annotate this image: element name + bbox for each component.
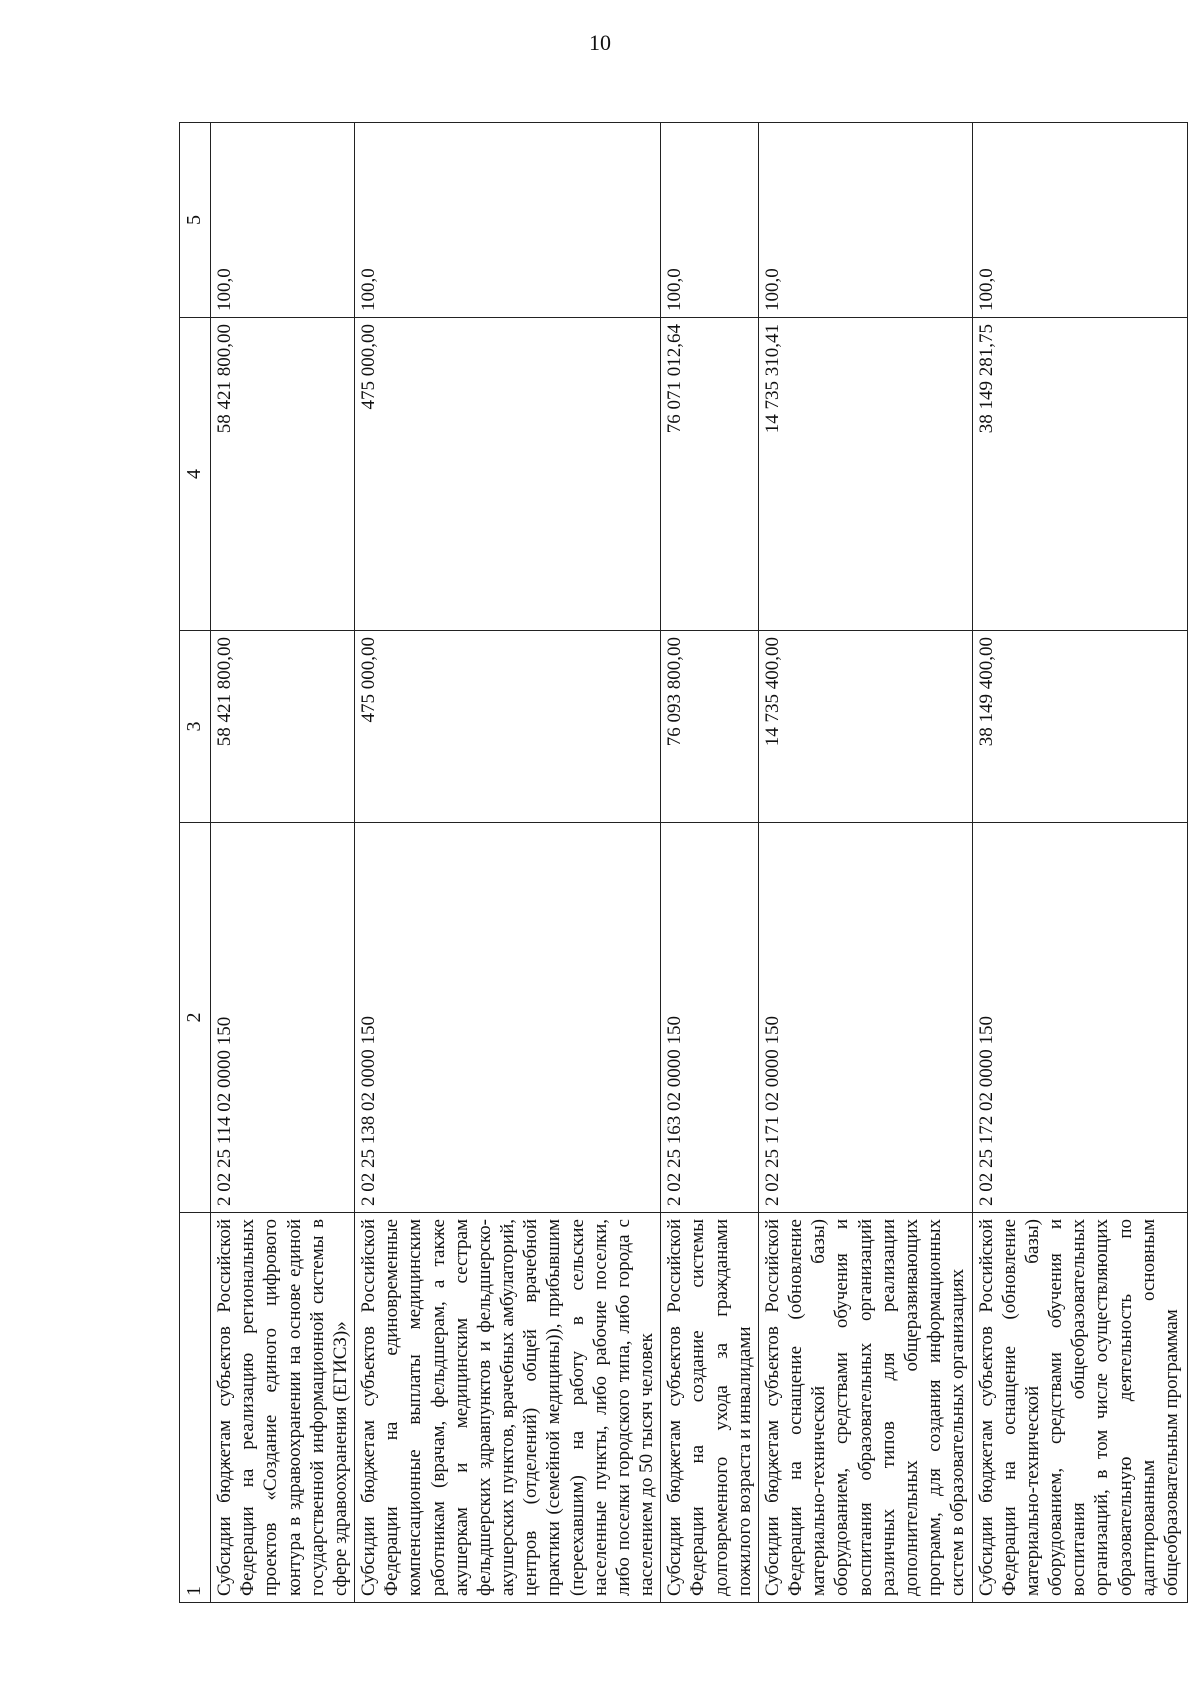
table-row [972, 123, 1187, 1603]
row-code: 2 02 25 163 02 0000 150 [661, 823, 759, 1213]
row-actual: 475 000,00 [355, 318, 661, 631]
page-number: 10 [589, 30, 611, 55]
row-name: Субсидии бюджетам субъектов Российской Федерации на оснащение (обновление материально-технической базы) оборудованием, средствами обучения и воспитания общеобразовательных организаций, в том числе осуществляющих образовательную деятельность по адаптированным основным общеобразовательным программам [972, 1213, 1187, 1603]
row-percent: 100,0 [758, 123, 972, 318]
row-code: 2 02 25 172 02 0000 150 [972, 823, 1187, 1213]
row-actual: 58 421 800,00 [211, 318, 355, 631]
row-code: 2 02 25 138 02 0000 150 [355, 823, 661, 1213]
budget-table [179, 122, 1188, 1603]
row-actual: 38 149 281,75 [972, 318, 1187, 631]
rotated-table [179, 123, 1182, 1603]
row-plan: 38 149 400,00 [972, 631, 1187, 823]
row-plan: 475 000,00 [355, 631, 661, 823]
row-plan: 14 735 400,00 [758, 631, 972, 823]
rotated-table-wrapper [179, 123, 1182, 1603]
table-row [758, 123, 972, 1603]
header-cell: 2 [180, 823, 211, 1213]
header-cell: 1 [180, 1213, 211, 1603]
row-name: Субсидии бюджетам субъектов Российской Федерации на создание системы долговременного ухода за гражданами пожилого возраста и инвалидами [661, 1213, 759, 1603]
row-name: Субсидии бюджетам субъектов Российской Федерации на оснащение (обновление материально-технической базы) оборудованием, средствами обучения и воспитания образовательных организаций различных типов для реализации дополнительных общеразвивающих программ, для создания информационных систем в образовательных организациях [758, 1213, 972, 1603]
row-percent: 100,0 [972, 123, 1187, 318]
header-row [180, 123, 211, 1603]
row-percent: 100,0 [355, 123, 661, 318]
row-plan: 76 093 800,00 [661, 631, 759, 823]
row-name: Субсидии бюджетам субъектов Российской Федерации на единовременные компенсационные выплаты медицинским работникам (врачам, фельдшерам, а также акушеркам и медицинским сестрам фельдшерских здравпунктов и фельдшерско-акушерских пунктов, врачебных амбулаторий, центров (отделений) общей врачебной практики (семейной медицины)), прибывшим (переехавшим) на работу в сельские населенные пункты, либо рабочие поселки, либо поселки городского типа, либо города с населением до 50 тысяч человек [355, 1213, 661, 1603]
row-name: Субсидии бюджетам субъектов Российской Федерации на реализацию региональных проектов «Создание единого цифрового контура в здравоохранении на основе единой государственной информационной системы в сфере здравоохранения (ЕГИСЗ)» [211, 1213, 355, 1603]
row-actual: 76 071 012,64 [661, 318, 759, 631]
row-code: 2 02 25 114 02 0000 150 [211, 823, 355, 1213]
row-percent: 100,0 [661, 123, 759, 318]
row-code: 2 02 25 171 02 0000 150 [758, 823, 972, 1213]
header-cell: 3 [180, 631, 211, 823]
row-percent: 100,0 [211, 123, 355, 318]
table-row [355, 123, 661, 1603]
row-actual: 14 735 310,41 [758, 318, 972, 631]
row-plan: 58 421 800,00 [211, 631, 355, 823]
header-cell: 5 [180, 123, 211, 318]
table-row [661, 123, 759, 1603]
header-cell: 4 [180, 318, 211, 631]
table-row [211, 123, 355, 1603]
